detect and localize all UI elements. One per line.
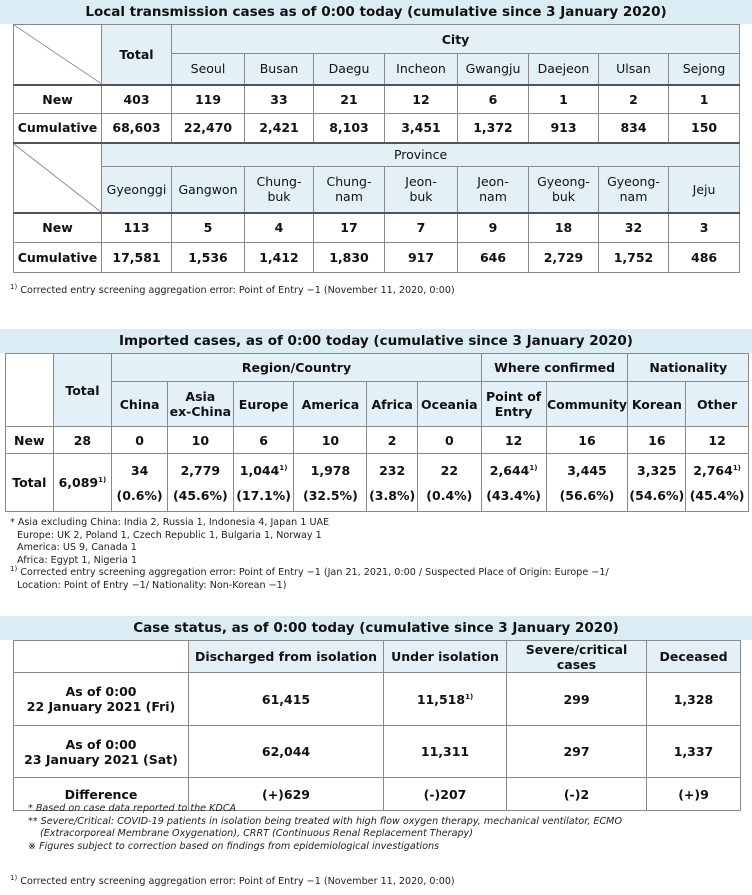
province-new-value: 18 [529, 213, 599, 243]
imported-total-value: 3,325 (54.6%) [628, 454, 686, 512]
province-new-value: 17 [314, 213, 385, 243]
province-new-value: 3 [669, 213, 740, 243]
city-cumulative-value: 834 [599, 114, 669, 143]
imported-column-header: Europe [233, 382, 294, 427]
status-corner-cell [14, 641, 189, 673]
status-value: 11,311 [384, 726, 507, 778]
imported-cases-table [5, 353, 749, 512]
corner-cell [6, 354, 54, 427]
city-name: Daejeon [529, 54, 599, 85]
total-row-label: Total [6, 454, 54, 512]
severe-header: Severe/critical cases [507, 641, 647, 673]
local-total-header: Total [102, 25, 172, 85]
status-value: 61,415 [189, 673, 384, 726]
province-cumulative-value: 1,536 [172, 243, 245, 273]
province-name: Gangwon [172, 167, 245, 213]
imported-column-header: America [294, 382, 367, 427]
province-header: Province [102, 143, 740, 167]
province-cumulative-value: 2,729 [529, 243, 599, 273]
province-cumulative-value: 486 [669, 243, 740, 273]
status-footnote: $^{1)}$ Corrected entry screening aggregation error: Point of Entry −1 (November 11, 2020, 0:00) [10, 873, 455, 887]
imported-notes: * Asia excluding China: India 2, Russia 1, Indonesia 4, Japan 1 UAE Europe: UK 2, Poland 1, Czech Republic 1, Bulgaria 1, Norway 1 America: US 9, Canada 1 Africa: Egypt 1, Nigeria 1 $^{1)}$ Corrected entry screening aggregation error: Point of Entry −1 (Jan 21, 2021, 0:00 / Suspected Place of Origin: Europe −1/ Location: Point of Entry −1/ Nationality: Non-Korean −1) [10, 517, 609, 591]
discharged-header: Discharged from isolation [189, 641, 384, 673]
corner-cell [14, 25, 102, 85]
imported-total-value: 2,644$^{1)}$ (43.4%) [481, 454, 546, 512]
city-cumulative-value: 8,103 [314, 114, 385, 143]
imported-new-value: 6 [233, 427, 294, 454]
city-name: Seoul [172, 54, 245, 85]
province-cumulative-value: 1,412 [245, 243, 314, 273]
imported-total-value: 34 (0.6%) [112, 454, 168, 512]
imported-title: Imported cases, as of 0:00 today (cumulative since 3 January 2020) [0, 329, 752, 353]
local-title: Local transmission cases as of 0:00 today (cumulative since 3 January 2020) [0, 0, 752, 24]
cumulative-row-label: Cumulative [14, 114, 102, 143]
corner-cell [14, 143, 102, 213]
status-value: 299 [507, 673, 647, 726]
imported-column-header: China [112, 382, 168, 427]
province-name: Gyeong- nam [599, 167, 669, 213]
city-cumulative-value: 1,372 [458, 114, 529, 143]
status-row-label: As of 0:00 23 January 2021 (Sat) [14, 726, 189, 778]
new-row-label: New [14, 213, 102, 243]
province-cumulative-value: 1,830 [314, 243, 385, 273]
imported-new-value: 10 [167, 427, 233, 454]
new-row-label: New [14, 85, 102, 114]
difference-row-label: Difference [14, 778, 189, 811]
province-name: Chung- nam [314, 167, 385, 213]
difference-value: (-)207 [384, 778, 507, 811]
city-cumulative-value: 150 [669, 114, 740, 143]
province-new-value: 4 [245, 213, 314, 243]
city-new-value: 1 [529, 85, 599, 114]
city-new-value: 2 [599, 85, 669, 114]
status-title: Case status, as of 0:00 today (cumulative since 3 January 2020) [0, 616, 752, 640]
imported-total-total: 6,089$^{1)}$ [53, 454, 112, 512]
imported-column-header: Africa [367, 382, 418, 427]
cumulative-row-label: Cumulative [14, 243, 102, 273]
province-cumulative-value: 17,581 [102, 243, 172, 273]
difference-value: (-)2 [507, 778, 647, 811]
city-header: City [172, 25, 740, 54]
status-value: 1,337 [647, 726, 741, 778]
imported-total-header: Total [53, 354, 112, 427]
status-value: 1,328 [647, 673, 741, 726]
city-new-value: 21 [314, 85, 385, 114]
imported-column-header: Korean [628, 382, 686, 427]
difference-value: (+)9 [647, 778, 741, 811]
city-name: Gwangju [458, 54, 529, 85]
status-value: 297 [507, 726, 647, 778]
city-new-value: 12 [385, 85, 458, 114]
province-name: Gyeong- buk [529, 167, 599, 213]
imported-new-value: 10 [294, 427, 367, 454]
imported-total-value: 3,445 (56.6%) [546, 454, 628, 512]
province-new-value: 5 [172, 213, 245, 243]
status-value: 11,518$^{1)}$ [384, 673, 507, 726]
city-cumulative-value: 2,421 [245, 114, 314, 143]
province-new-value: 32 [599, 213, 669, 243]
status-row-label: As of 0:00 22 January 2021 (Fri) [14, 673, 189, 726]
province-name: Chung- buk [245, 167, 314, 213]
city-name: Busan [245, 54, 314, 85]
imported-new-value: 12 [686, 427, 749, 454]
city-name: Daegu [314, 54, 385, 85]
imported-column-header: Point of Entry [481, 382, 546, 427]
imported-new-value: 2 [367, 427, 418, 454]
province-name: Jeon- nam [458, 167, 529, 213]
imported-new-value: 0 [417, 427, 481, 454]
imported-total-value: 22 (0.4%) [417, 454, 481, 512]
imported-column-header: Other [686, 382, 749, 427]
city-new-value: 1 [669, 85, 740, 114]
imported-new-value: 16 [546, 427, 628, 454]
province-new-value: 113 [102, 213, 172, 243]
imported-total-value: 1,044$^{1)}$ (17.1%) [233, 454, 294, 512]
local-footnote: $^{1)}$ Corrected entry screening aggregation error: Point of Entry −1 (November 11, 2020, 0:00) [10, 282, 455, 296]
local-cum-total: 68,603 [102, 114, 172, 143]
imported-column-header: Oceania [417, 382, 481, 427]
imported-new-value: 0 [112, 427, 168, 454]
imported-total-value: 2,764$^{1)}$ (45.4%) [686, 454, 749, 512]
city-cumulative-value: 3,451 [385, 114, 458, 143]
region-header: Region/Country [112, 354, 481, 382]
province-cumulative-value: 917 [385, 243, 458, 273]
difference-value: (+)629 [189, 778, 384, 811]
local-new-total: 403 [102, 85, 172, 114]
city-new-value: 119 [172, 85, 245, 114]
under-isolation-header: Under isolation [384, 641, 507, 673]
imported-column-header: Asia ex-China [167, 382, 233, 427]
city-name: Ulsan [599, 54, 669, 85]
province-name: Gyeonggi [102, 167, 172, 213]
city-name: Incheon [385, 54, 458, 85]
local-transmission-table [13, 24, 740, 273]
imported-total-value: 1,978 (32.5%) [294, 454, 367, 512]
imported-new-total: 28 [53, 427, 112, 454]
province-name: Jeju [669, 167, 740, 213]
imported-total-value: 2,779 (45.6%) [167, 454, 233, 512]
city-name: Sejong [669, 54, 740, 85]
city-cumulative-value: 22,470 [172, 114, 245, 143]
city-new-value: 6 [458, 85, 529, 114]
province-cumulative-value: 646 [458, 243, 529, 273]
province-new-value: 9 [458, 213, 529, 243]
province-name: Jeon- buk [385, 167, 458, 213]
case-status-table [13, 640, 741, 811]
deceased-header: Deceased [647, 641, 741, 673]
imported-new-value: 16 [628, 427, 686, 454]
new-row-label: New [6, 427, 54, 454]
province-new-value: 7 [385, 213, 458, 243]
imported-new-value: 12 [481, 427, 546, 454]
nationality-header: Nationality [628, 354, 749, 382]
imported-column-header: Community [546, 382, 628, 427]
where-confirmed-header: Where confirmed [481, 354, 628, 382]
status-value: 62,044 [189, 726, 384, 778]
city-cumulative-value: 913 [529, 114, 599, 143]
province-cumulative-value: 1,752 [599, 243, 669, 273]
city-new-value: 33 [245, 85, 314, 114]
imported-total-value: 232 (3.8%) [367, 454, 418, 512]
status-notes: * Based on case data reported to the KDCA ** Severe/Critical: COVID-19 patients in isolation being treated with high flow oxygen therapy, mechanical ventilator, ECMO (Extracorporeal Membrane Oxygenation), CRRT (Continuous Renal Replacement Therapy) ※ Figures subject to correction based on findings from epidemiological investigations [28, 803, 623, 852]
